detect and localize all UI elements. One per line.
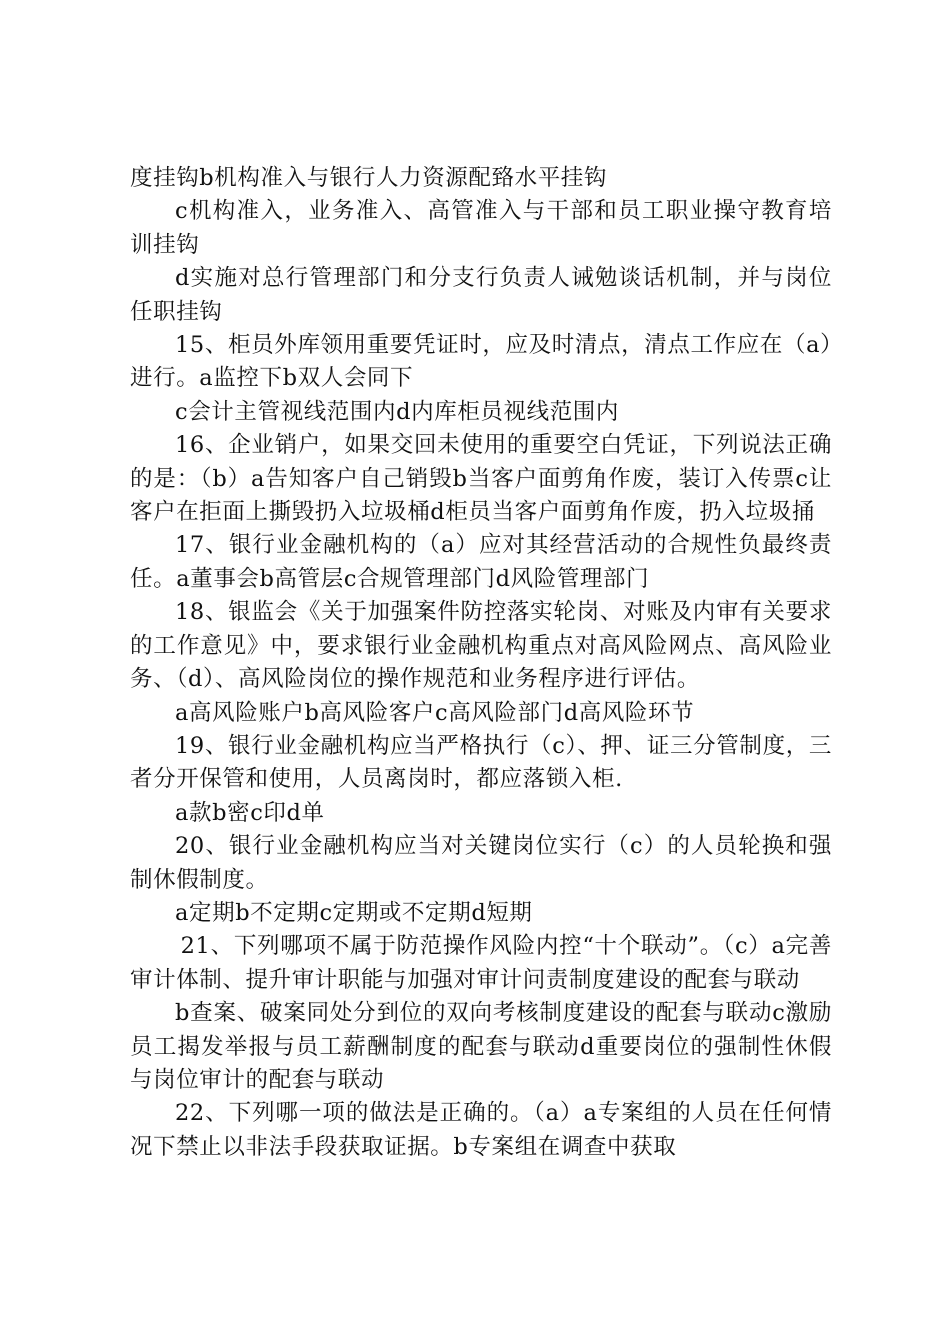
paragraph-option-d: d实施对总行管理部门和分支行负责人诫勉谈话机制，并与岗位任职挂钩	[130, 265, 832, 325]
question-18-options: a高风险账户b高风险客户c高风险部门d高风险环节	[175, 699, 695, 726]
question-19-options: a款b密c印d单	[175, 799, 325, 826]
question-18: 18、银监会《关于加强案件防控落实轮岗、对账及内审有关要求的工作意见》中，要求银行业金融机构重点对高风险网点、高风险业务、（d）、高风险岗位的操作规范和业务程序进行评估。	[130, 599, 832, 693]
question-19: 19、银行业金融机构应当严格执行（c）、押、证三分管制度，三者分开保管和使用，人员离岗时，都应落锁入柜.	[130, 732, 832, 793]
paragraph-option-c: c机构准入，业务准入、高管准入与干部和员工职业操守教育培训挂钩	[130, 198, 832, 258]
question-20-options: a定期b不定期c定期或不定期d短期	[175, 899, 533, 926]
question-15-options: c会计主管视线范围内d内库柜员视线范围内	[175, 398, 620, 425]
paragraph-continuation: 度挂钩b机构准入与银行人力资源配臵水平挂钩	[130, 165, 608, 191]
document-body	[130, 162, 832, 1164]
question-15: 15、柜员外库领用重要凭证时，应及时清点，清点工作应在（a）进行。a监控下b双人会同下	[130, 332, 832, 392]
question-16: 16、企业销户，如果交回未使用的重要空白凭证，下列说法正确的是：（b）a告知客户自己销毁b当客户面剪角作废，装订入传票c让客户在拒面上撕毁扔入垃圾桶d柜员当客户面剪角作废，扔入垃圾捅	[130, 432, 832, 526]
question-21-options: b查案、破案同处分到位的双向考核制度建设的配套与联动c激励员工揭发举报与员工薪酬制度的配套与联动d重要岗位的强制性休假与岗位审计的配套与联动	[130, 1000, 832, 1093]
question-21: 21、下列哪项不属于防范操作风险内控“十个联动”。（c）a完善审计体制、提升审计职能与加强对审计问责制度建设的配套与联动	[130, 933, 832, 993]
question-20: 20、银行业金融机构应当对关键岗位实行（c）的人员轮换和强制休假制度。	[130, 833, 832, 893]
question-17: 17、银行业金融机构的（a）应对其经营活动的合规性负最终责任。a董事会b高管层c合规管理部门d风险管理部门	[130, 532, 832, 592]
question-22: 22、下列哪一项的做法是正确的。（a）a专案组的人员在任何情况下禁止以非法手段获取证据。b专案组在调查中获取	[130, 1100, 832, 1160]
